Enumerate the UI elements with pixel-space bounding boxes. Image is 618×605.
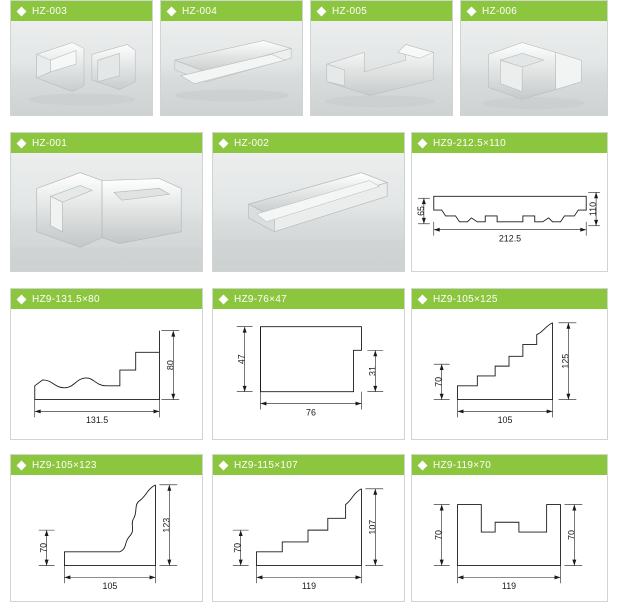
- card-header: [412, 289, 607, 309]
- card-hz9-115x107[interactable]: [212, 454, 405, 602]
- card-hz-005[interactable]: [310, 0, 453, 116]
- profile-photo-hz-006: [461, 21, 607, 115]
- card-body: [412, 309, 607, 439]
- card-hz9-76x47[interactable]: [212, 288, 405, 440]
- card-body: [11, 21, 152, 115]
- card-body: [161, 21, 302, 115]
- technical-drawing-hz9-115x107: [213, 475, 404, 601]
- card-header: [213, 133, 404, 153]
- profile-photo-hz-001: [11, 153, 202, 271]
- diamond-bullet-icon: [17, 138, 27, 148]
- card-title: HZ9-119×70: [433, 459, 492, 471]
- diamond-bullet-icon: [17, 294, 27, 304]
- diamond-bullet-icon: [467, 6, 477, 16]
- dimension-height-left: 70: [232, 542, 243, 553]
- card-title: HZ9-131.5×80: [32, 293, 100, 305]
- card-body: [213, 475, 404, 601]
- card-hz9-105x123[interactable]: [10, 454, 203, 602]
- card-body: [412, 153, 607, 271]
- card-header: [11, 133, 202, 153]
- card-header: [412, 133, 607, 153]
- card-hz-004[interactable]: [160, 0, 303, 116]
- diamond-bullet-icon: [317, 6, 327, 16]
- card-header: [412, 455, 607, 475]
- diamond-bullet-icon: [219, 138, 229, 148]
- card-title: HZ-006: [482, 5, 518, 17]
- dimension-height-right: 70: [566, 530, 577, 540]
- diamond-bullet-icon: [219, 294, 229, 304]
- technical-drawing-hz9-105x125: [412, 309, 607, 439]
- card-hz9-105x125[interactable]: [411, 288, 608, 440]
- dimension-width: 105: [497, 415, 513, 426]
- dimension-width: 212.5: [498, 233, 522, 244]
- dimension-height-right: 107: [367, 519, 378, 535]
- diamond-bullet-icon: [167, 6, 177, 16]
- card-body: [213, 153, 404, 271]
- card-title: HZ-003: [32, 5, 68, 17]
- card-header: [461, 1, 607, 21]
- card-title: HZ9-105×123: [32, 459, 97, 471]
- card-title: HZ-001: [32, 137, 68, 149]
- card-header: [311, 1, 452, 21]
- card-hz-006[interactable]: [460, 0, 608, 116]
- card-header: [161, 1, 302, 21]
- card-title: HZ-005: [332, 5, 368, 17]
- dimension-height-left: 70: [38, 542, 49, 553]
- technical-drawing-hz9-76x47: [213, 309, 404, 439]
- dimension-height-left: 65: [415, 206, 426, 216]
- dimension-height-left: 70: [433, 376, 444, 387]
- diamond-bullet-icon: [219, 460, 229, 470]
- dimension-height-right: 31: [367, 366, 378, 376]
- card-hz9-119x70[interactable]: [411, 454, 608, 602]
- card-body: [11, 475, 202, 601]
- diamond-bullet-icon: [418, 294, 428, 304]
- dimension-width: 119: [301, 581, 317, 592]
- technical-drawing-hz9-212-5x110: [412, 153, 607, 271]
- diamond-bullet-icon: [418, 460, 428, 470]
- card-title: HZ-004: [182, 5, 218, 17]
- dimension-width: 105: [102, 581, 118, 592]
- dimension-height: 80: [165, 360, 176, 371]
- dimension-height-left: 47: [236, 354, 247, 365]
- card-title: HZ9-105×125: [433, 293, 498, 305]
- card-body: [11, 153, 202, 271]
- technical-drawing-hz9-131-5x80: [11, 309, 202, 439]
- technical-drawing-hz9-119x70: [412, 475, 607, 601]
- profile-photo-hz-003: [11, 21, 152, 115]
- diamond-bullet-icon: [17, 6, 27, 16]
- card-title: HZ9-212.5×110: [433, 137, 506, 149]
- dimension-height-right: 123: [161, 517, 172, 533]
- dimension-height-right: 110: [588, 202, 599, 217]
- card-title: HZ9-76×47: [234, 293, 288, 305]
- card-hz9-212-5x110[interactable]: [411, 132, 608, 272]
- profile-photo-hz-004: [161, 21, 302, 115]
- card-header: [11, 455, 202, 475]
- card-hz9-131-5x80[interactable]: [10, 288, 203, 440]
- card-title: HZ-002: [234, 137, 270, 149]
- card-header: [213, 289, 404, 309]
- card-body: [11, 309, 202, 439]
- dimension-height-right: 125: [560, 353, 571, 369]
- card-body: [461, 21, 607, 115]
- card-title: HZ9-115×107: [234, 459, 298, 471]
- card-header: [213, 455, 404, 475]
- card-body: [213, 309, 404, 439]
- dimension-width: 119: [501, 581, 517, 592]
- dimension-height-left: 70: [433, 530, 444, 540]
- card-body: [311, 21, 452, 115]
- technical-drawing-hz9-105x123: [11, 475, 202, 601]
- card-hz-003[interactable]: [10, 0, 153, 116]
- profile-photo-hz-002: [213, 153, 404, 271]
- card-hz-002[interactable]: [212, 132, 405, 272]
- card-header: [11, 289, 202, 309]
- card-body: [412, 475, 607, 601]
- card-header: [11, 1, 152, 21]
- diamond-bullet-icon: [17, 460, 27, 470]
- dimension-width: 131.5: [85, 415, 109, 426]
- profile-photo-hz-005: [311, 21, 452, 115]
- card-hz-001[interactable]: [10, 132, 203, 272]
- diamond-bullet-icon: [418, 138, 428, 148]
- dimension-width: 76: [306, 407, 316, 418]
